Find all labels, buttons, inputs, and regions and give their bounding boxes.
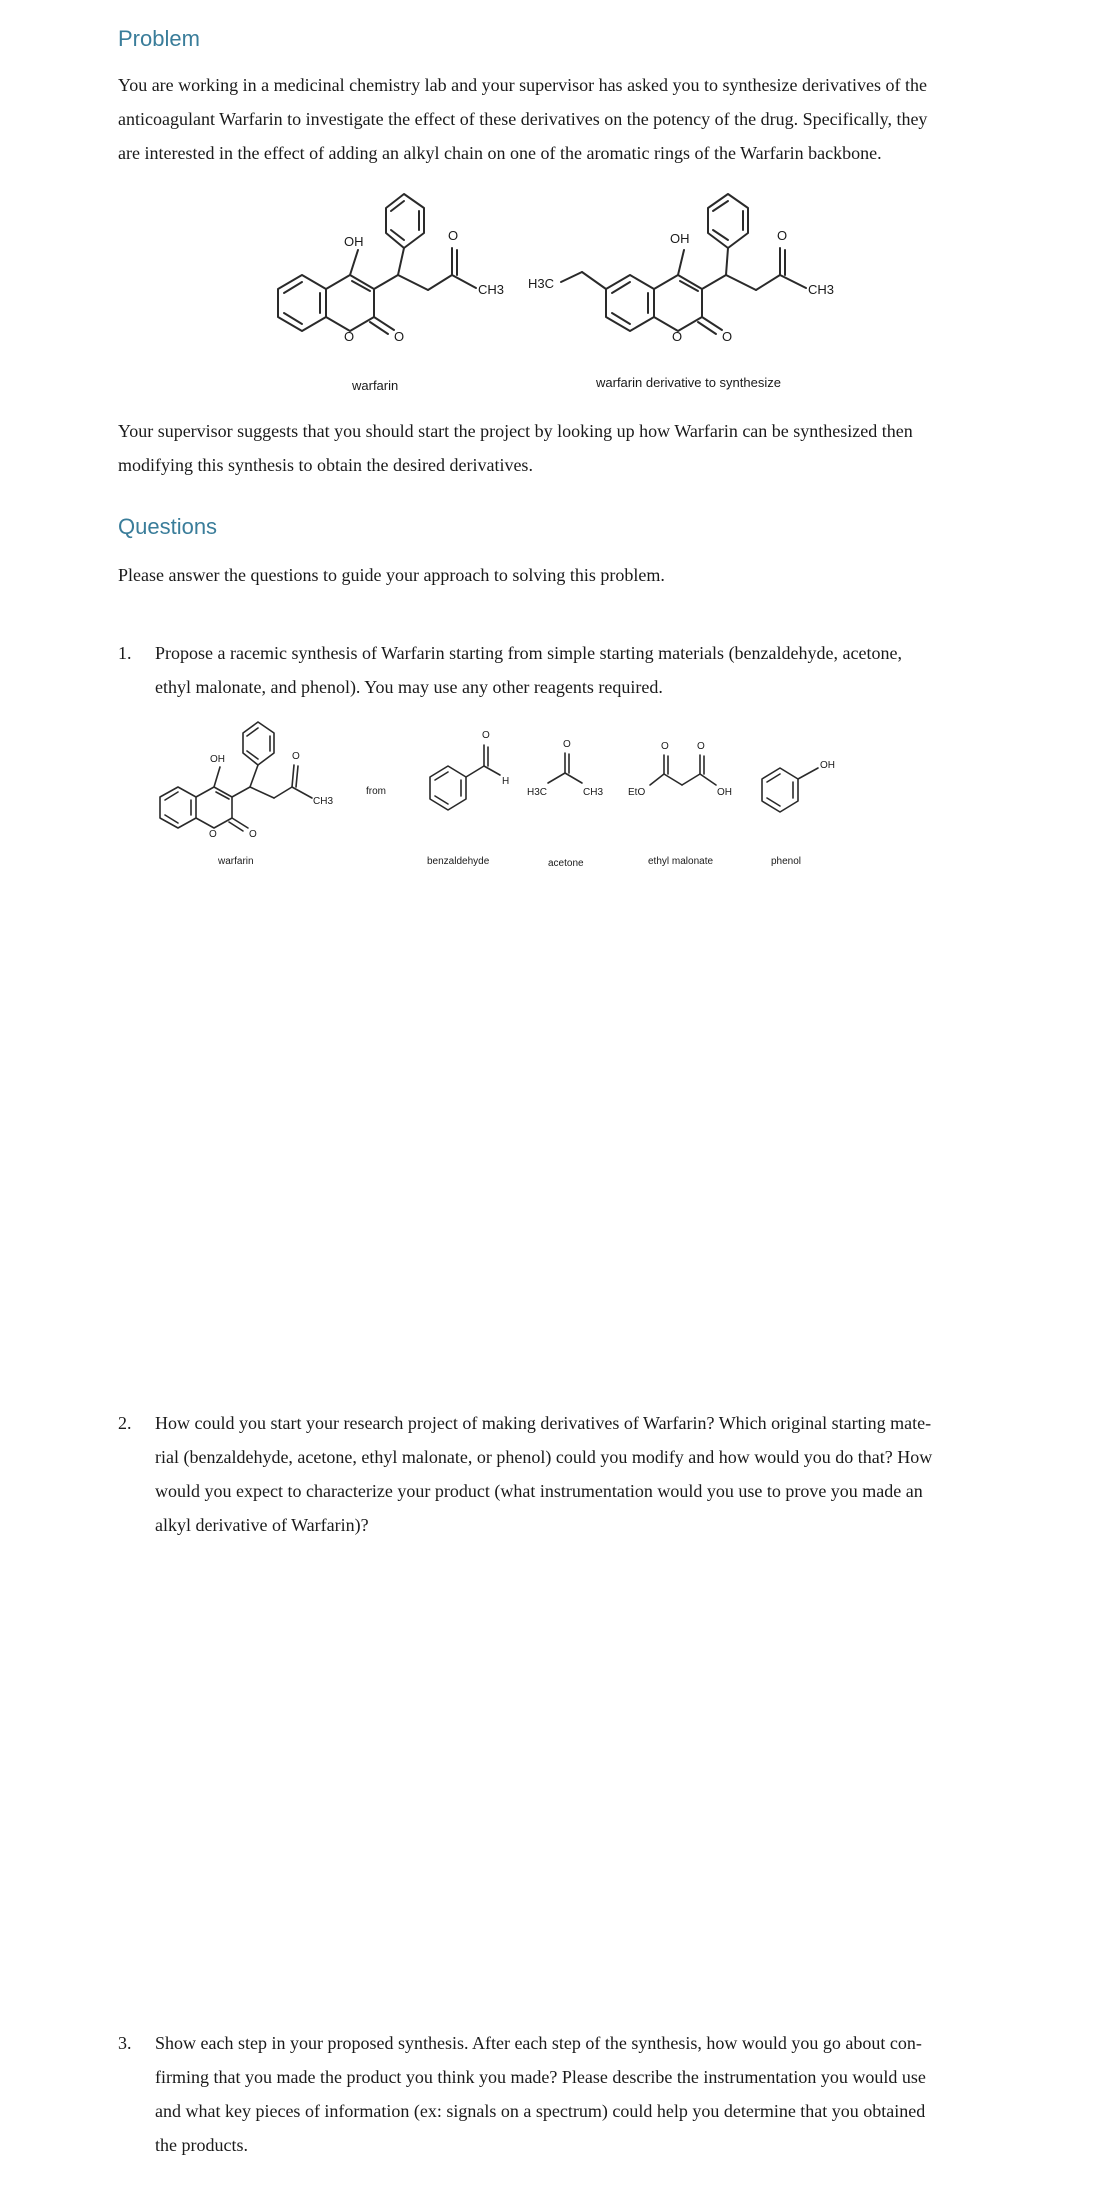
question-2-line-3: would you expect to characterize your product (what instrumentation would you use to prove you made an xyxy=(155,1481,923,1501)
question-2-line-4: alkyl derivative of Warfarin)? xyxy=(155,1515,369,1535)
question-3-line-4: the products. xyxy=(155,2135,248,2155)
benzaldehyde-h-label: H xyxy=(502,776,510,787)
ethyl-malonate-o2-label: O xyxy=(697,741,705,752)
warfarin-carbonyl-o-label: O xyxy=(394,329,405,344)
suggestion-line-2: modifying this synthesis to obtain the desired derivatives. xyxy=(118,455,533,475)
question-2-number: 2. xyxy=(118,1413,132,1433)
derivative-h3c-label: H3C xyxy=(528,276,555,291)
phenol-oh-label: OH xyxy=(820,760,835,771)
warfarin-oh-label: OH xyxy=(344,234,364,249)
derivative-ch3-label: CH3 xyxy=(808,282,835,297)
small-warfarin-ketone-o-label: O xyxy=(292,751,300,762)
acetone-o-label: O xyxy=(563,739,571,750)
small-warfarin-ring-o-label: O xyxy=(209,829,217,840)
question-3-line-2: firming that you made the product you think you made? Please describe the instrumentation you would use xyxy=(155,2067,926,2087)
derivative-ketone-o-label: O xyxy=(777,228,788,243)
small-warfarin-carbonyl-o-label: O xyxy=(249,829,257,840)
question-3-line-1: Show each step in your proposed synthesis. After each step of the synthesis, how would you go about con- xyxy=(155,2033,922,2053)
question-1-line-1: Propose a racemic synthesis of Warfarin starting from simple starting materials (benzaldehyde, acetone, xyxy=(155,643,902,663)
ethyl-malonate-oh-label: OH xyxy=(717,787,732,798)
warfarin-small-structure xyxy=(160,722,333,840)
derivative-carbonyl-o-label: O xyxy=(722,329,733,344)
acetone-ch3-label: CH3 xyxy=(583,787,604,798)
acetone-structure xyxy=(527,739,603,798)
small-warfarin-ch3-label: CH3 xyxy=(313,796,334,807)
problem-line-3: are interested in the effect of adding an alkyl chain on one of the aromatic rings of the Warfarin backbone. xyxy=(118,143,882,163)
question-3-number: 3. xyxy=(118,2033,132,2053)
derivative-caption: warfarin derivative to synthesize xyxy=(596,375,781,390)
benzaldehyde-caption: benzaldehyde xyxy=(427,856,490,867)
derivative-oh-label: OH xyxy=(670,231,690,246)
figure-warfarin-derivative xyxy=(0,170,1104,400)
small-warfarin-oh-label: OH xyxy=(210,754,225,765)
benzaldehyde-structure xyxy=(430,730,509,810)
from-label: from xyxy=(366,786,386,797)
acetone-h3c-label: H3C xyxy=(527,787,548,798)
problem-line-1: You are working in a medicinal chemistry lab and your supervisor has asked you to synthesize derivatives of the xyxy=(118,75,927,95)
derivative-ring-o-label: O xyxy=(672,329,683,344)
warfarin-ketone-o-label: O xyxy=(448,228,459,243)
ethyl-malonate-caption: ethyl malonate xyxy=(648,856,714,867)
suggestion-line-1: Your supervisor suggests that you should start the project by looking up how Warfarin can be synthesized then xyxy=(118,421,913,441)
warfarin-ring-o-label: O xyxy=(344,329,355,344)
ethyl-malonate-eto-label: EtO xyxy=(628,787,646,798)
figure-starting-materials xyxy=(0,705,1104,880)
benzaldehyde-o-label: O xyxy=(482,730,490,741)
questions-intro: Please answer the questions to guide your approach to solving this problem. xyxy=(118,565,665,585)
question-1-number: 1. xyxy=(118,643,132,663)
questions-heading: Questions xyxy=(118,514,218,539)
phenol-caption: phenol xyxy=(771,856,802,867)
warfarin-derivative-structure xyxy=(528,194,834,344)
question-1-line-2: ethyl malonate, and phenol). You may use any other reagents required. xyxy=(155,677,663,697)
ethyl-malonate-o1-label: O xyxy=(661,741,669,752)
small-warfarin-caption: warfarin xyxy=(218,856,254,867)
warfarin-caption: warfarin xyxy=(352,378,399,393)
problem-line-2: anticoagulant Warfarin to investigate the effect of these derivatives on the potency of the drug. Specifically, they xyxy=(118,109,928,129)
acetone-caption: acetone xyxy=(548,858,584,869)
question-2-line-2: rial (benzaldehyde, acetone, ethyl malonate, or phenol) could you modify and how would you do that? How xyxy=(155,1447,933,1467)
problem-heading: Problem xyxy=(118,26,200,51)
warfarin-structure xyxy=(278,194,504,344)
question-2-line-1: How could you start your research project of making derivatives of Warfarin? Which original starting mate- xyxy=(155,1413,932,1433)
phenol-structure xyxy=(762,760,835,812)
ethyl-malonate-structure xyxy=(628,741,732,798)
question-3-line-3: and what key pieces of information (ex: signals on a spectrum) could help you determine that you obtained xyxy=(155,2101,926,2121)
warfarin-ch3-label: CH3 xyxy=(478,282,505,297)
